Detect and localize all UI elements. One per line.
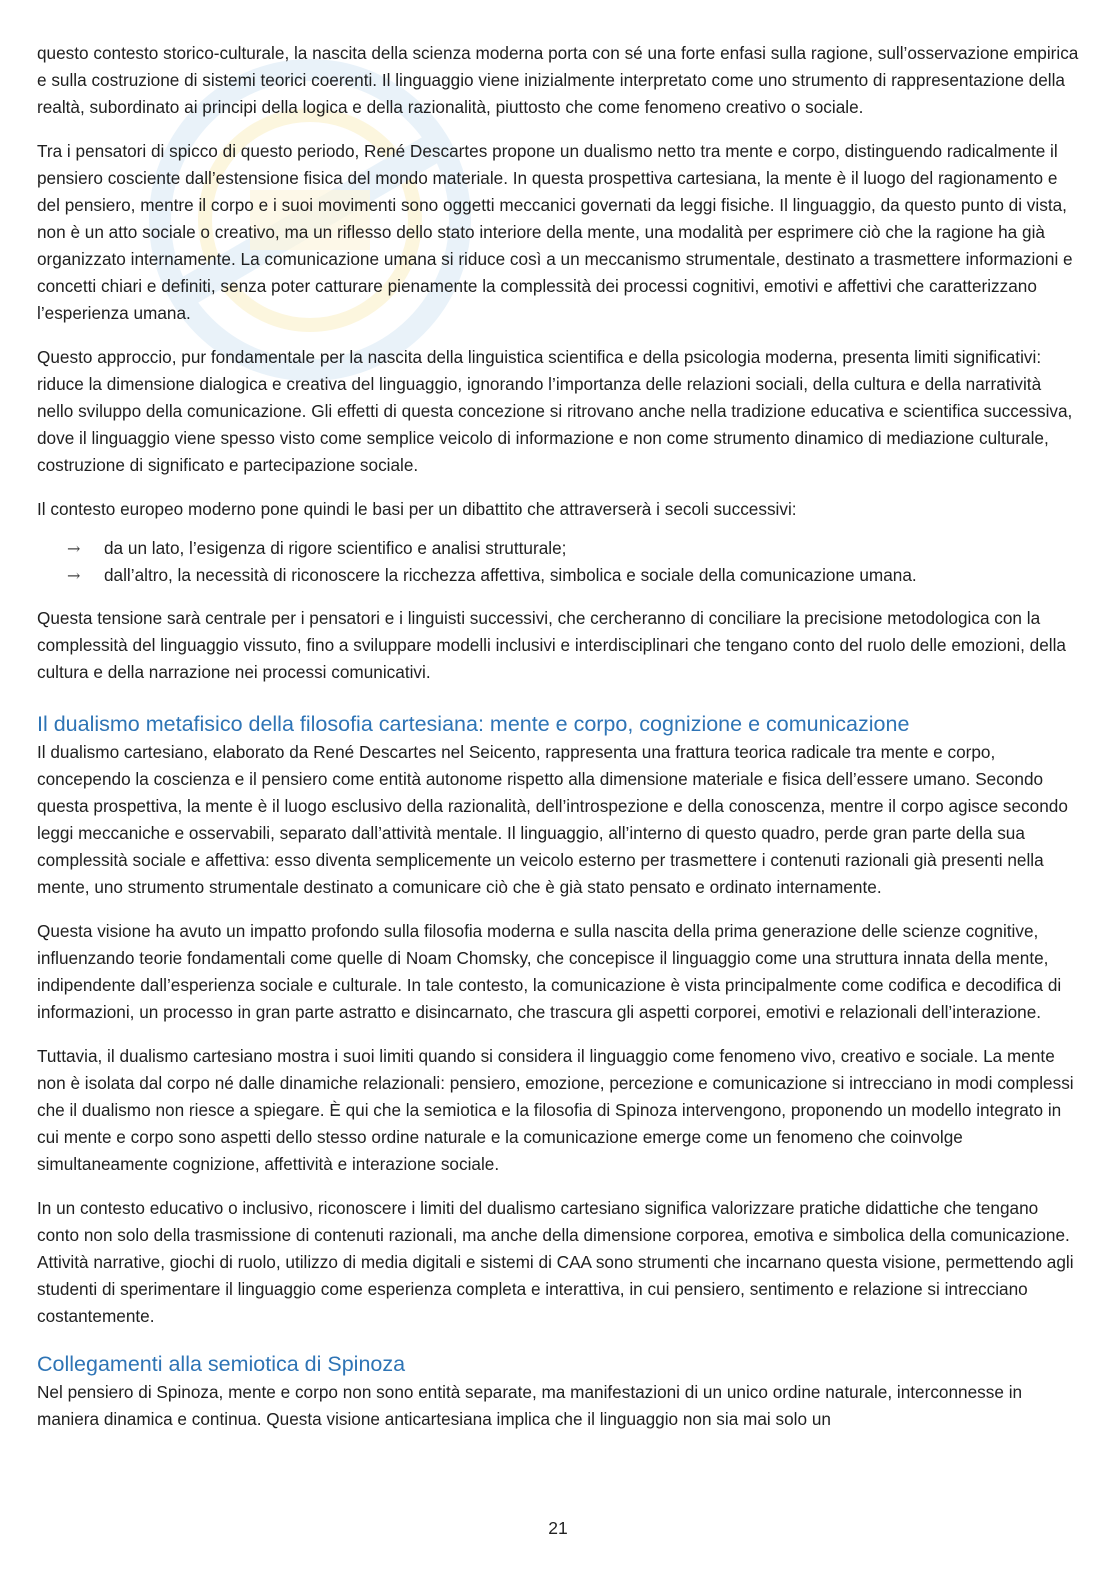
section1-paragraph-2: Questa visione ha avuto un impatto profondo sulla filosofia moderna e sulla nascita della prima generazione delle scienze cognitive, influenzando teorie fondamentali come quelle di Noam Chomsky, che concepisce il linguaggio come una struttura innata della mente, indipendente dall’esperienza sociale e culturale. In tale contesto, la comunicazione è vista principalmente come codifica e decodifica di informazioni, un processo in gran parte astratto e disincarnato, che trascura gli aspetti corporei, emotivi e relazionali dell’interazione. xyxy=(37,921,1062,1022)
section1-paragraph-1: Il dualismo cartesiano, elaborato da René Descartes nel Seicento, rappresenta una frattura teorica radicale tra mente e corpo, concependo la coscienza e il pensiero come entità autonome rispetto alla dimensione materiale e fisica dell’essere umano. Secondo questa prospettiva, la mente è il luogo esclusivo della razionalità, dell’introspezione e della conoscenza, mentre il corpo agisce secondo leggi meccaniche e osservabili, separato dall’attività mentale. Il linguaggio, all’interno di questo quadro, perde gran parte della sua complessità sociale e affettiva: esso diventa semplicemente un veicolo esterno per trasmettere i contenuti razionali già presenti nella mente, uno strumento strumentale destinato a comunicare ciò che è già stato pensato e ordinato internamente. xyxy=(37,742,1068,897)
paragraph-4: Il contesto europeo moderno pone quindi le basi per un dibattito che attraverserà i secoli successivi: xyxy=(37,499,797,519)
list-item xyxy=(67,535,1079,562)
section2-paragraph-1: Nel pensiero di Spinoza, mente e corpo non sono entità separate, ma manifestazioni di un unico ordine naturale, interconnesse in maniera dinamica e continua. Questa visione anticartesiana implica che il linguaggio non sia mai solo un xyxy=(37,1382,1023,1429)
arrow-right-icon: → xyxy=(67,566,81,585)
arrow-right-icon: → xyxy=(67,539,81,558)
arrow-list xyxy=(37,535,1079,589)
paragraph-3: Questo approccio, pur fondamentale per la nascita della linguistica scientifica e della psicologia moderna, presenta limiti significativi: riduce la dimensione dialogica e creativa del linguaggio, ignorando l’importanza delle relazioni sociali, della cultura e della narratività nello sviluppo della comunicazione. Gli effetti di questa concezione si ritrovano anche nella tradizione educativa e scientifica successiva, dove il linguaggio viene spesso visto come semplice veicolo di informazione e non come strumento dinamico di mediazione culturale, costruzione di significato e partecipazione sociale. xyxy=(37,347,1073,475)
list-item-text: dall’altro, la necessità di riconoscere la ricchezza affettiva, simbolica e sociale della comunicazione umana. xyxy=(104,565,917,585)
section1-paragraph-4: In un contesto educativo o inclusivo, riconoscere i limiti del dualismo cartesiano significa valorizzare pratiche didattiche che tengano conto non solo della trasmissione di contenuti razionali, ma anche della dimensione corporea, emotiva e simbolica della comunicazione. Attività narrative, giochi di ruolo, utilizzo di media digitali e sistemi di CAA sono strumenti che incarnano questa visione, permettendo agli studenti di sperimentare il linguaggio come esperienza completa e interattiva, in cui pensiero, sentimento e relazione si intrecciano costantemente. xyxy=(37,1198,1074,1326)
page-number: 21 xyxy=(548,1518,568,1538)
paragraph-1: questo contesto storico-culturale, la nascita della scienza moderna porta con sé una forte enfasi sulla ragione, sull’osservazione empirica e sulla costruzione di sistemi teorici coerenti. Il linguaggio viene inizialmente interpretato come uno strumento di rappresentazione della realtà, subordinato ai principi della logica e della razionalità, piuttosto che come fenomeno creativo o sociale. xyxy=(37,43,1079,117)
section-heading-spinoza: Collegamenti alla semiotica di Spinoza xyxy=(37,1352,406,1376)
document-page xyxy=(37,40,1079,1450)
paragraph-5: Questa tensione sarà centrale per i pensatori e i linguisti successivi, che cercheranno di conciliare la precisione metodologica con la complessità del linguaggio vissuto, fino a sviluppare modelli inclusivi e interdisciplinari che tengano conto del ruolo delle emozioni, della cultura e della narrazione nei processi comunicativi. xyxy=(37,608,1066,682)
section-heading-cartesian-dualism: Il dualismo metafisico della filosofia cartesiana: mente e corpo, cognizione e comunicazione xyxy=(37,712,910,736)
list-item-text: da un lato, l’esigenza di rigore scientifico e analisi strutturale; xyxy=(104,538,567,558)
section1-paragraph-3: Tuttavia, il dualismo cartesiano mostra i suoi limiti quando si considera il linguaggio come fenomeno vivo, creativo e sociale. La mente non è isolata dal corpo né dalle dinamiche relazionali: pensiero, emozione, percezione e comunicazione si intrecciano in modi complessi che il dualismo non riesce a spiegare. È qui che la semiotica e la filosofia di Spinoza intervengono, proponendo un modello integrato in cui mente e corpo sono aspetti dello stesso ordine naturale e la comunicazione emerge come un fenomeno che coinvolge simultaneamente cognizione, affettività e interazione sociale. xyxy=(37,1046,1074,1174)
paragraph-2: Tra i pensatori di spicco di questo periodo, René Descartes propone un dualismo netto tra mente e corpo, distinguendo radicalmente il pensiero cosciente dall’estensione fisica del mondo materiale. In questa prospettiva cartesiana, la mente è il luogo del ragionamento e del pensiero, mentre il corpo e i suoi movimenti sono oggetti meccanici governati da leggi fisiche. Il linguaggio, da questo punto di vista, non è un atto sociale o creativo, ma un riflesso dello stato interiore della mente, una modalità per esprimere ciò che la ragione ha già organizzato internamente. La comunicazione umana si riduce così a un meccanismo strumentale, destinato a trasmettere informazioni e concetti chiari e definiti, senza poter catturare pienamente la complessità dei processi cognitivi, emotivi e affettivi che caratterizzano l’esperienza umana. xyxy=(37,141,1073,323)
list-item xyxy=(67,562,1079,589)
